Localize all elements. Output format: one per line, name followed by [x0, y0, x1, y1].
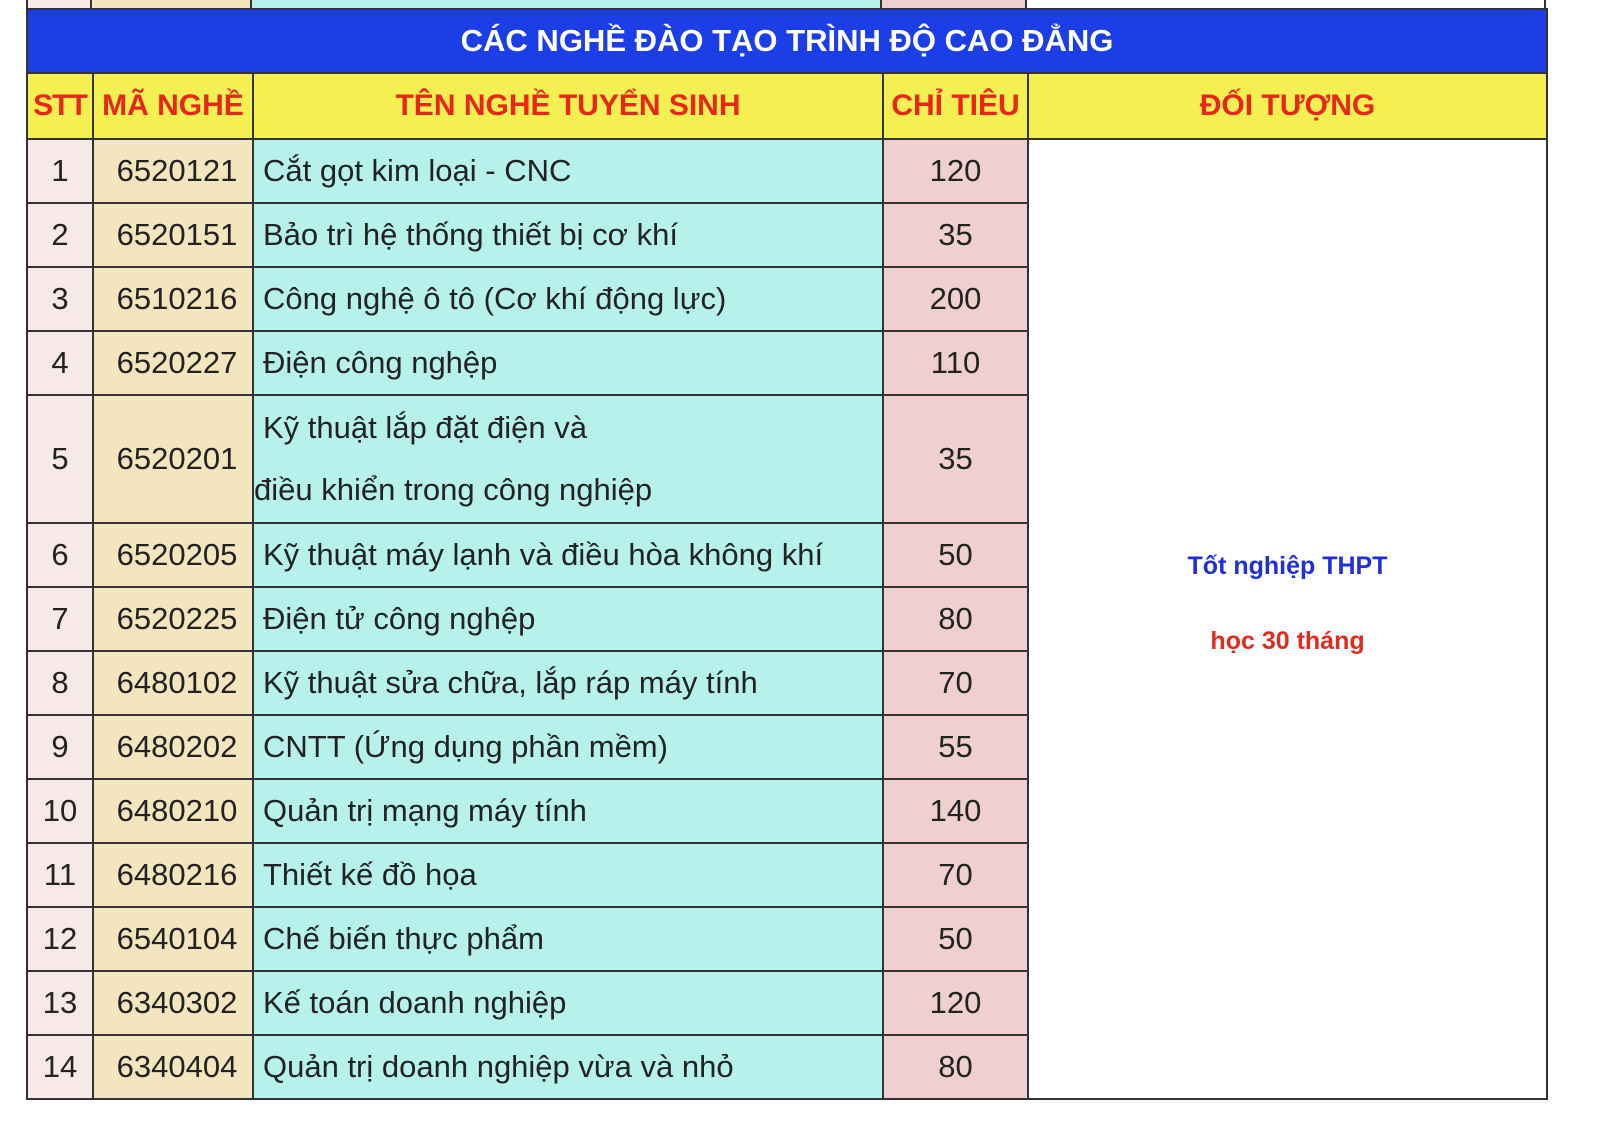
- row-stt: 6: [27, 523, 93, 587]
- row-stt: 5: [27, 395, 93, 523]
- row-name: Cắt gọt kim loại - CNC: [253, 139, 883, 203]
- row-name: [253, 395, 883, 523]
- row-quota: 35: [883, 203, 1028, 267]
- row-name-line-1: Kỹ thuật lắp đặt điện và: [263, 410, 588, 445]
- row-stt: 11: [27, 843, 93, 907]
- row-name-line-2: điều khiển trong công nghiệp: [254, 472, 653, 507]
- header-quota: CHỈ TIÊU: [883, 73, 1028, 139]
- row-name: Chế biến thực phẩm: [253, 907, 883, 971]
- row-stt: 13: [27, 971, 93, 1035]
- row-quota: 70: [883, 651, 1028, 715]
- row-stt: 9: [27, 715, 93, 779]
- row-name: Bảo trì hệ thống thiết bị cơ khí: [253, 203, 883, 267]
- row-quota: 140: [883, 779, 1028, 843]
- row-code: 6520205: [93, 523, 253, 587]
- row-code: 6520121: [93, 139, 253, 203]
- row-stt: 3: [27, 267, 93, 331]
- row-name: Điện tử công nghệp: [253, 587, 883, 651]
- enrollment-sheet: [26, 0, 1550, 1100]
- row-quota: 55: [883, 715, 1028, 779]
- row-stt: 7: [27, 587, 93, 651]
- row-name: Kế toán doanh nghiệp: [253, 971, 883, 1035]
- row-code: 6520151: [93, 203, 253, 267]
- row-code: 6340404: [93, 1035, 253, 1099]
- row-quota: 35: [883, 395, 1028, 523]
- row-code: 6510216: [93, 267, 253, 331]
- row-code: 6540104: [93, 907, 253, 971]
- target-line-2: học 30 tháng: [1210, 627, 1365, 655]
- header-row: [27, 73, 1547, 139]
- row-stt: 1: [27, 139, 93, 203]
- header-target: ĐỐI TƯỢNG: [1028, 73, 1547, 139]
- row-name: Kỹ thuật máy lạnh và điều hòa không khí: [253, 523, 883, 587]
- row-stt: 4: [27, 331, 93, 395]
- row-code: 6520201: [93, 395, 253, 523]
- row-code: 6480216: [93, 843, 253, 907]
- row-quota: 110: [883, 331, 1028, 395]
- row-quota: 70: [883, 843, 1028, 907]
- row-name: Quản trị doanh nghiệp vừa và nhỏ: [253, 1035, 883, 1099]
- row-name: Kỹ thuật sửa chữa, lắp ráp máy tính: [253, 651, 883, 715]
- row-code: 6480102: [93, 651, 253, 715]
- row-code: 6480210: [93, 779, 253, 843]
- row-code: 6520227: [93, 331, 253, 395]
- header-name: TÊN NGHỀ TUYỂN SINH: [253, 73, 883, 139]
- row-code: 6480202: [93, 715, 253, 779]
- row-stt: 8: [27, 651, 93, 715]
- table-row: [27, 139, 1547, 203]
- row-stt: 10: [27, 779, 93, 843]
- row-name: Công nghệ ô tô (Cơ khí động lực): [253, 267, 883, 331]
- row-quota: 50: [883, 523, 1028, 587]
- table-title: CÁC NGHỀ ĐÀO TẠO TRÌNH ĐỘ CAO ĐẲNG: [27, 9, 1547, 73]
- row-quota: 80: [883, 1035, 1028, 1099]
- row-code: 6340302: [93, 971, 253, 1035]
- row-stt: 14: [27, 1035, 93, 1099]
- row-name: Điện công nghệp: [253, 331, 883, 395]
- target-line-1: Tốt nghiệp THPT: [1187, 552, 1388, 580]
- row-name: Thiết kế đồ họa: [253, 843, 883, 907]
- row-quota: 50: [883, 907, 1028, 971]
- row-name: CNTT (Ứng dụng phần mềm): [253, 715, 883, 779]
- row-code: 6520225: [93, 587, 253, 651]
- row-quota: 200: [883, 267, 1028, 331]
- row-stt: 2: [27, 203, 93, 267]
- row-name: Quản trị mạng máy tính: [253, 779, 883, 843]
- row-quota: 120: [883, 971, 1028, 1035]
- row-quota: 120: [883, 139, 1028, 203]
- header-stt: STT: [27, 73, 93, 139]
- training-programs-table: [26, 8, 1548, 1100]
- row-quota: 80: [883, 587, 1028, 651]
- previous-section-strip: [26, 0, 1550, 8]
- target-cell: [1028, 139, 1547, 1099]
- header-code: MÃ NGHỀ: [93, 73, 253, 139]
- row-stt: 12: [27, 907, 93, 971]
